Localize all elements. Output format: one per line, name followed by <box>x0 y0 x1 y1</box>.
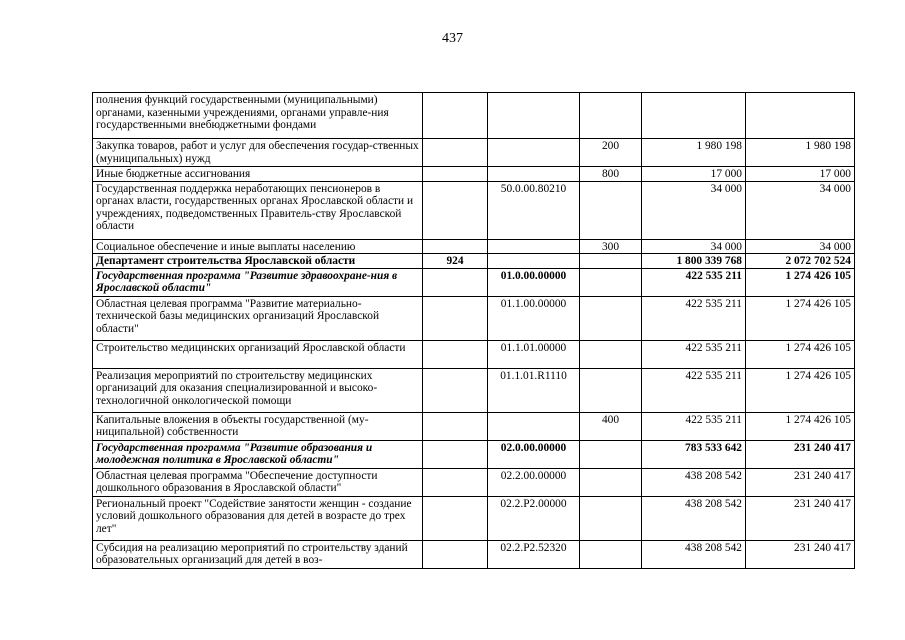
amount-year1-cell: 422 535 211 <box>642 268 746 296</box>
amount-year2-cell: 231 240 417 <box>746 468 855 496</box>
target-article-cell <box>488 412 580 440</box>
amount-year1-cell: 438 208 542 <box>642 496 746 540</box>
amount-year1-cell <box>642 93 746 139</box>
expense-kind-cell <box>580 496 642 540</box>
target-article-cell <box>488 167 580 182</box>
expense-kind-cell <box>580 181 642 239</box>
amount-year2-cell: 1 274 426 105 <box>746 268 855 296</box>
ministry-code-cell <box>423 167 488 182</box>
amount-year2-cell: 34 000 <box>746 239 855 254</box>
expense-kind-cell <box>580 268 642 296</box>
expense-kind-cell <box>580 468 642 496</box>
target-article-cell <box>488 254 580 269</box>
table-row <box>93 268 855 296</box>
target-article-cell: 02.2.P2.52320 <box>488 540 580 568</box>
target-article-cell <box>488 139 580 167</box>
target-article-cell: 02.2.P2.00000 <box>488 496 580 540</box>
row-name-cell: Государственная программа "Развитие образования и молодежная политика в Ярославской области" <box>93 440 423 468</box>
budget-table <box>92 92 855 569</box>
ministry-code-cell <box>423 540 488 568</box>
amount-year1-cell: 422 535 211 <box>642 296 746 340</box>
ministry-code-cell <box>423 268 488 296</box>
ministry-code-cell <box>423 440 488 468</box>
amount-year1-cell: 438 208 542 <box>642 540 746 568</box>
ministry-code-cell <box>423 412 488 440</box>
amount-year2-cell: 1 274 426 105 <box>746 368 855 412</box>
ministry-code-cell: 924 <box>423 254 488 269</box>
row-name-cell: Закупка товаров, работ и услуг для обеспечения государ-ственных (муниципальных) нужд <box>93 139 423 167</box>
ministry-code-cell <box>423 139 488 167</box>
target-article-cell <box>488 93 580 139</box>
amount-year1-cell: 17 000 <box>642 167 746 182</box>
amount-year1-cell: 422 535 211 <box>642 412 746 440</box>
row-name-cell: Иные бюджетные ассигнования <box>93 167 423 182</box>
expense-kind-cell <box>580 93 642 139</box>
row-name-cell: Государственная поддержка неработающих пенсионеров в органах власти, государственных органах Ярославской области и учреждениях, подведомственных Правитель-ству Ярославской области <box>93 181 423 239</box>
target-article-cell: 01.1.01.00000 <box>488 340 580 368</box>
amount-year2-cell: 1 980 198 <box>746 139 855 167</box>
table-row <box>93 239 855 254</box>
table-row <box>93 440 855 468</box>
amount-year2-cell: 1 274 426 105 <box>746 340 855 368</box>
amount-year2-cell: 231 240 417 <box>746 496 855 540</box>
ministry-code-cell <box>423 368 488 412</box>
amount-year2-cell <box>746 93 855 139</box>
target-article-cell: 02.2.00.00000 <box>488 468 580 496</box>
row-name-cell: Областная целевая программа "Обеспечение доступности дошкольного образования в Ярославской области" <box>93 468 423 496</box>
ministry-code-cell <box>423 296 488 340</box>
row-name-cell: Строительство медицинских организаций Ярославской области <box>93 340 423 368</box>
ministry-code-cell <box>423 93 488 139</box>
amount-year2-cell: 17 000 <box>746 167 855 182</box>
row-name-cell: полнения функций государственными (муниципальными) органами, казенными учреждениями, органами управле-ния государственными внебюджетными фондами <box>93 93 423 139</box>
table-row <box>93 93 855 139</box>
row-name-cell: Государственная программа "Развитие здравоохране-ния в Ярославской области" <box>93 268 423 296</box>
expense-kind-cell: 400 <box>580 412 642 440</box>
row-name-cell: Субсидия на реализацию мероприятий по строительству зданий образовательных организаций для детей в воз- <box>93 540 423 568</box>
ministry-code-cell <box>423 181 488 239</box>
table-row <box>93 181 855 239</box>
amount-year1-cell: 34 000 <box>642 239 746 254</box>
table-row <box>93 412 855 440</box>
table-row <box>93 139 855 167</box>
amount-year2-cell: 231 240 417 <box>746 540 855 568</box>
amount-year1-cell: 783 533 642 <box>642 440 746 468</box>
ministry-code-cell <box>423 239 488 254</box>
row-name-cell: Капитальные вложения в объекты государственной (му-ниципальной) собственности <box>93 412 423 440</box>
ministry-code-cell <box>423 340 488 368</box>
amount-year2-cell: 34 000 <box>746 181 855 239</box>
amount-year1-cell: 1 800 339 768 <box>642 254 746 269</box>
target-article-cell: 50.0.00.80210 <box>488 181 580 239</box>
target-article-cell: 01.1.01.R1110 <box>488 368 580 412</box>
row-name-cell: Социальное обеспечение и иные выплаты населению <box>93 239 423 254</box>
page-number: 437 <box>442 31 463 46</box>
table-row <box>93 368 855 412</box>
expense-kind-cell <box>580 340 642 368</box>
table-row <box>93 254 855 269</box>
table-row <box>93 167 855 182</box>
expense-kind-cell <box>580 368 642 412</box>
target-article-cell <box>488 239 580 254</box>
expense-kind-cell <box>580 440 642 468</box>
expense-kind-cell: 200 <box>580 139 642 167</box>
row-name-cell: Областная целевая программа "Развитие материально-технической базы медицинских организаций Ярославской области" <box>93 296 423 340</box>
expense-kind-cell <box>580 254 642 269</box>
target-article-cell: 01.0.00.00000 <box>488 268 580 296</box>
expense-kind-cell: 800 <box>580 167 642 182</box>
table-row <box>93 468 855 496</box>
expense-kind-cell: 300 <box>580 239 642 254</box>
amount-year2-cell: 2 072 702 524 <box>746 254 855 269</box>
amount-year2-cell: 1 274 426 105 <box>746 296 855 340</box>
table-row <box>93 540 855 568</box>
amount-year1-cell: 422 535 211 <box>642 340 746 368</box>
row-name-cell: Департамент строительства Ярославской области <box>93 254 423 269</box>
row-name-cell: Региональный проект "Содействие занятости женщин - создание условий дошкольного образования для детей в возрасте до трех лет" <box>93 496 423 540</box>
table-row <box>93 340 855 368</box>
table-row <box>93 496 855 540</box>
amount-year2-cell: 1 274 426 105 <box>746 412 855 440</box>
target-article-cell: 01.1.00.00000 <box>488 296 580 340</box>
amount-year2-cell: 231 240 417 <box>746 440 855 468</box>
expense-kind-cell <box>580 296 642 340</box>
ministry-code-cell <box>423 468 488 496</box>
amount-year1-cell: 1 980 198 <box>642 139 746 167</box>
table-row <box>93 296 855 340</box>
amount-year1-cell: 438 208 542 <box>642 468 746 496</box>
target-article-cell: 02.0.00.00000 <box>488 440 580 468</box>
expense-kind-cell <box>580 540 642 568</box>
ministry-code-cell <box>423 496 488 540</box>
amount-year1-cell: 422 535 211 <box>642 368 746 412</box>
amount-year1-cell: 34 000 <box>642 181 746 239</box>
row-name-cell: Реализация мероприятий по строительству медицинских организаций для оказания специализированной и высоко-технологичной онкологической помощи <box>93 368 423 412</box>
